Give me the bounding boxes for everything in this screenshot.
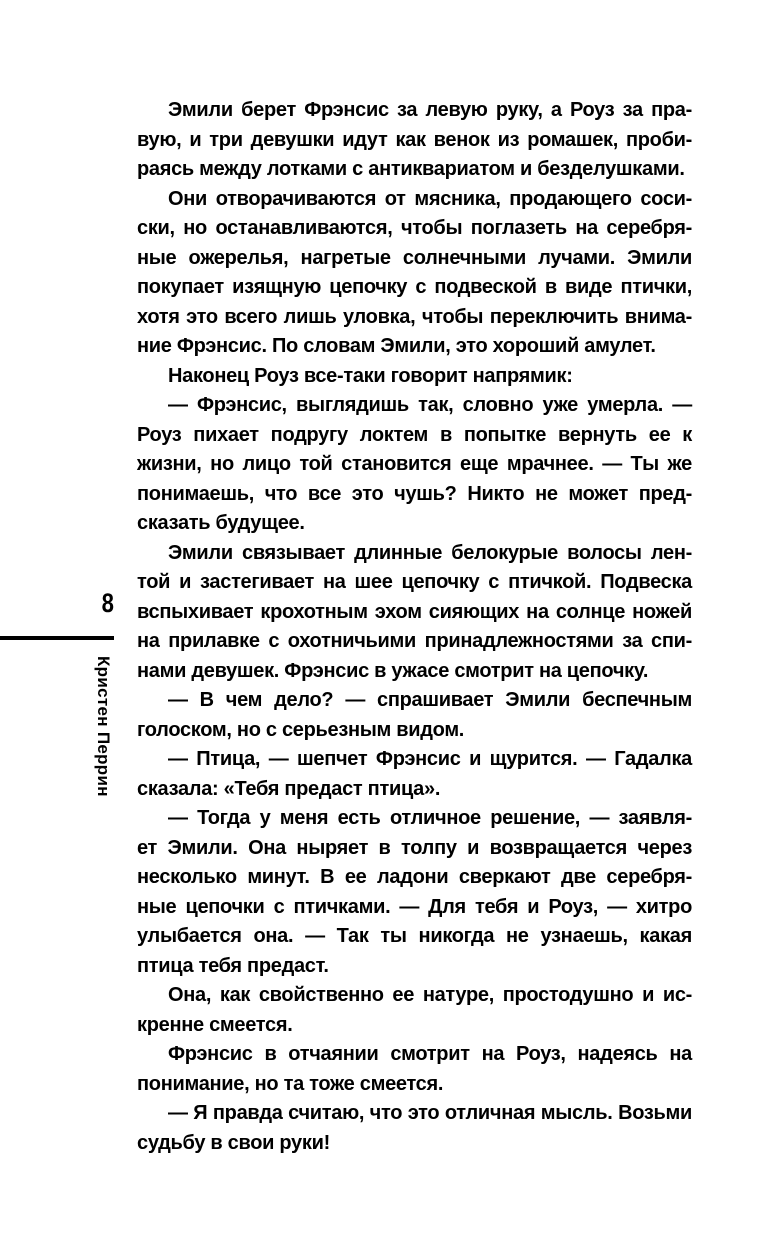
paragraph <box>137 391 692 539</box>
text-line: — Тогда у меня есть отличное решение, — заявля- <box>168 807 692 829</box>
paragraph <box>137 1099 692 1158</box>
text-line: птица тебя предаст. <box>137 954 329 977</box>
text-line: ет Эмили. Она ныряет в толпу и возвращается через <box>137 836 692 859</box>
paragraph <box>137 1040 692 1099</box>
text-line: судьбу в свои руки! <box>137 1131 330 1154</box>
text-line: сказала: «Тебя предаст птица». <box>137 777 441 800</box>
text-line: ные цепочки с птичками. — Для тебя и Роуз, — хитро <box>137 895 692 918</box>
text-line: ски, но останавливаются, чтобы поглазеть на серебря- <box>137 217 692 239</box>
text-line: сказать будущее. <box>137 512 305 534</box>
text-line: ние Фрэнсис. По словам Эмили, это хороший амулет. <box>137 335 656 357</box>
paragraph <box>137 745 692 804</box>
text-line: Эмили связывает длинные белокурые волосы лен- <box>168 541 692 564</box>
text-line: покупает изящную цепочку с подвеской в виде птички, <box>137 276 692 298</box>
text-line: — В чем дело? — спрашивает Эмили беспечным <box>168 689 692 711</box>
text-line: Наконец Роуз все-таки говорит напрямик: <box>168 364 573 387</box>
text-line: несколько минут. В ее ладони сверкают две серебря- <box>137 866 692 888</box>
text-line: — Я правда считаю, что это отличная мысль. Возьми <box>168 1102 692 1124</box>
paragraph <box>137 981 692 1040</box>
text-line: раясь между лотками с антиквариатом и безделушками. <box>137 158 685 180</box>
text-line: понимаешь, что все это чушь? Никто не может пред- <box>137 482 692 505</box>
text-line: голоском, но с серьезным видом. <box>137 718 465 741</box>
page-number: 8 <box>101 588 114 618</box>
text-line: вспыхивает крохотным эхом сияющих на солнце ножей <box>137 600 692 623</box>
text-line: на прилавке с охотничьими принадлежностями за спи- <box>137 630 692 652</box>
text-line: вую, и три девушки идут как венок из ромашек, проби- <box>137 128 692 151</box>
paragraph <box>137 362 692 392</box>
margin-divider-rule <box>0 636 114 640</box>
text-line: Эмили берет Фрэнсис за левую руку, а Роуз за пра- <box>168 99 692 121</box>
text-line: Она, как свойственно ее натуре, простодушно и ис- <box>168 984 692 1006</box>
text-line: Они отворачиваются от мясника, продающего соси- <box>168 187 692 210</box>
text-line: понимание, но та тоже смеется. <box>137 1072 444 1095</box>
paragraph <box>137 539 692 687</box>
text-line: — Фрэнсис, выглядишь так, словно уже умерла. — <box>168 394 692 416</box>
paragraph <box>137 96 692 185</box>
text-line: нами девушек. Фрэнсис в ужасе смотрит на цепочку. <box>137 659 649 682</box>
text-line: Роуз пихает подругу локтем в попытке вернуть ее к <box>137 423 692 446</box>
paragraph <box>137 185 692 362</box>
text-line: хотя это всего лишь уловка, чтобы переключить внима- <box>137 305 692 328</box>
text-line: — Птица, — шепчет Фрэнсис и щурится. — Гадалка <box>168 748 692 770</box>
text-line: той и застегивает на шее цепочку с птичкой. Подвеска <box>137 571 692 593</box>
text-line: ные ожерелья, нагретые солнечными лучами. Эмили <box>137 246 692 269</box>
text-line: кренне смеется. <box>137 1013 293 1036</box>
text-line: улыбается она. — Так ты никогда не узнаешь, какая <box>137 925 692 947</box>
text-column <box>137 96 692 1158</box>
author-name-vertical: Кристен Перрин <box>93 656 112 797</box>
paragraph <box>137 686 692 745</box>
paragraph <box>137 804 692 981</box>
text-line: жизни, но лицо той становится еще мрачнее. — Ты же <box>137 453 692 475</box>
text-line: Фрэнсис в отчаянии смотрит на Роуз, надеясь на <box>168 1043 692 1065</box>
